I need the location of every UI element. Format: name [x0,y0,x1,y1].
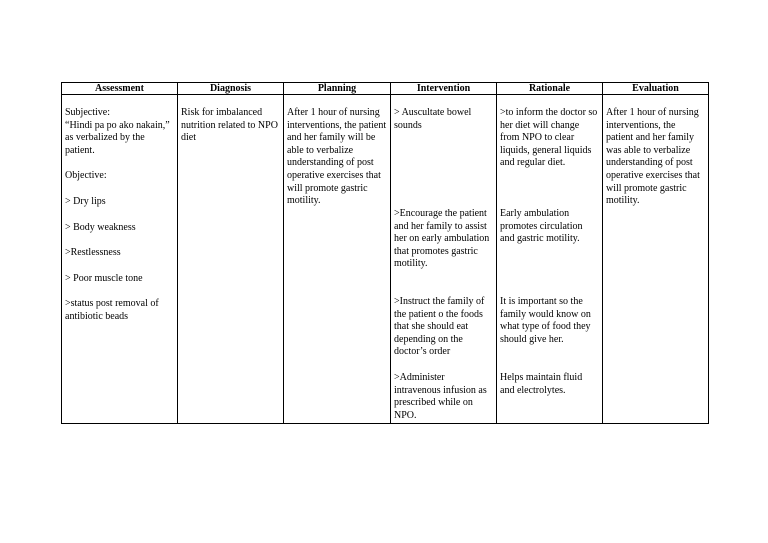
header-assessment: Assessment [62,83,178,95]
intervention-cell [391,95,497,424]
header-evaluation: Evaluation [603,83,709,95]
assessment-cell [62,95,178,424]
header-diagnosis: Diagnosis [178,83,284,95]
evaluation-text: After 1 hour of nursing interventions, the patient and her family was able to verbalize understanding of post operative exercises that will promote gastric motility. [606,107,700,207]
objective-item-antibiotic-beads: >status post removal of antibiotic beads [65,298,159,322]
diagnosis-cell [178,95,284,424]
rationale-4: Helps maintain fluid and electrolytes. [500,372,583,396]
care-plan-table [61,82,709,424]
intervention-2: >Encourage the patient and her family to assist her on early ambulation that promotes gastric motility. [394,208,490,270]
evaluation-cell [603,95,709,424]
rationale-3: It is important so the family would know on what type of food they should give her. [500,296,591,345]
intervention-1: > Auscultate bowel sounds [394,107,472,131]
planning-text: After 1 hour of nursing interventions, the patient and her family will be able to verbalize understanding of post operative exercises that will promote gastric motility. [287,107,387,207]
diagnosis-text: Risk for imbalanced nutrition related to NPO diet [181,107,278,144]
content-row [62,95,709,424]
subjective-quote: “Hindi pa po ako nakain,” as verbalized by the patient. [65,119,170,156]
subjective-label: Subjective: [65,107,110,118]
objective-label: Objective: [65,170,107,182]
objective-item-body-weakness: > Body weakness [65,221,136,233]
header-planning: Planning [284,83,391,95]
objective-item-restlessness: >Restlessness [65,247,121,259]
header-intervention: Intervention [391,83,497,95]
intervention-3: >Instruct the family of the patient o the foods that she should eat depending on the doctor’s order [394,296,485,358]
header-rationale: Rationale [497,83,603,95]
objective-item-muscle-tone: > Poor muscle tone [65,272,143,284]
rationale-2: Early ambulation promotes circulation and gastric motility. [500,208,583,245]
rationale-1: >to inform the doctor so her diet will change from NPO to clear liquids, general liquids and regular diet. [500,107,598,169]
header-row [62,83,709,95]
objective-item-dry-lips: > Dry lips [65,195,106,207]
intervention-4: >Administer intravenous infusion as prescribed while on NPO. [394,372,487,421]
planning-cell [284,95,391,424]
rationale-cell [497,95,603,424]
